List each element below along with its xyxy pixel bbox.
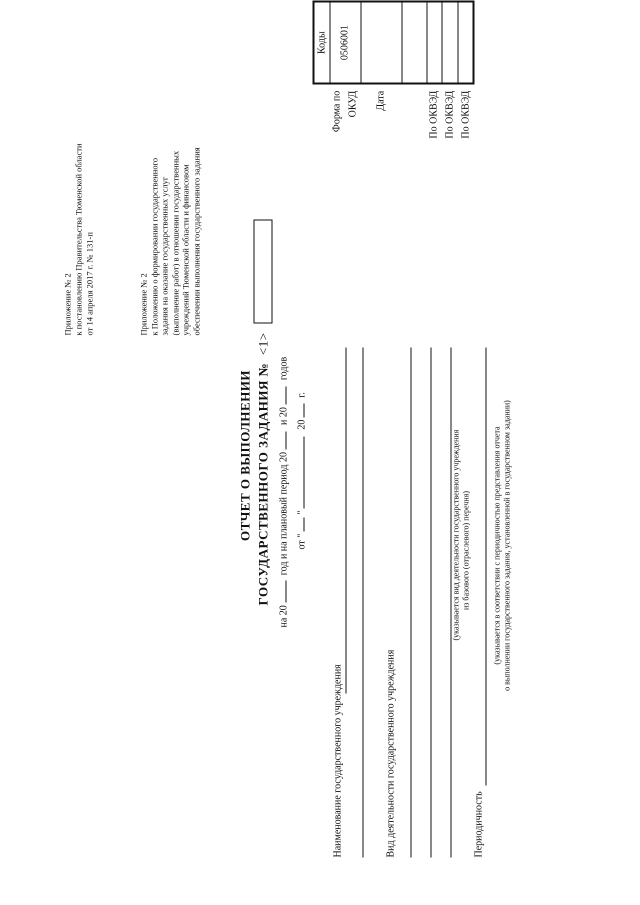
- periodicity-note-line-1: (указывается в соответствии с периодичностью представления отчета: [492, 425, 501, 665]
- appendix-number: Приложение № 2: [62, 272, 72, 335]
- periodicity-note: [492, 335, 512, 755]
- codes-label-okved-2: По ОКВЭД: [443, 90, 455, 139]
- codes-header: Коды: [313, 1, 329, 83]
- regulation-line-3: задания на оказание государственных услуг: [159, 176, 169, 335]
- activity-line-2[interactable]: [430, 347, 431, 857]
- institution-name-line-2[interactable]: [362, 347, 363, 857]
- activity-note-line-1: (указывается вид деятельности государственного учреждения: [451, 429, 460, 640]
- period-year-text: год и на плановый период 20: [278, 451, 289, 575]
- institution-name-line[interactable]: [345, 347, 346, 693]
- codes-label-date: Дата: [375, 90, 386, 111]
- appendix-regulation: [138, 147, 201, 335]
- appendix-decree-date: от 14 апреля 2017 г. № 131-п: [84, 231, 94, 335]
- report-title: [237, 335, 253, 575]
- report-title-line2: [255, 332, 271, 605]
- codes-value-date[interactable]: [360, 1, 401, 83]
- appendix-header: [62, 143, 95, 335]
- periodicity-label: Периодичность: [473, 790, 484, 857]
- date-g: г.: [296, 391, 307, 398]
- period-na: на 20: [278, 604, 289, 627]
- codes-value-okved-3[interactable]: [457, 1, 473, 83]
- codes-value-okved-2[interactable]: [442, 1, 458, 83]
- activity-note: [451, 429, 471, 640]
- activity-note-line-2: из базового (отраслевого) перечня): [461, 490, 470, 610]
- codes-label-form: Форма по: [331, 90, 343, 132]
- institution-name-label: Наименование государственного учреждения: [332, 663, 343, 857]
- appendix-decree: к постановлению Правительства Тюменской области: [73, 142, 83, 335]
- codes-table: [312, 0, 474, 177]
- regulation-line-5: учреждений Тюменской области и финансовом: [180, 164, 190, 335]
- date-quote: ": [296, 510, 307, 515]
- codes-value-empty[interactable]: [401, 1, 426, 83]
- periodicity-line[interactable]: [485, 347, 486, 785]
- task-number-box[interactable]: [253, 219, 272, 323]
- codes-value-okved-1[interactable]: [426, 1, 442, 83]
- period-years: годов: [278, 356, 289, 380]
- codes-label-empty: [401, 83, 426, 177]
- regulation-number: Приложение № 2: [138, 272, 148, 335]
- activity-type-label: Вид деятельности государственного учреждения: [385, 649, 396, 857]
- period-and: и 20: [278, 406, 289, 425]
- period-line: [278, 356, 290, 627]
- regulation-line-2: к Положению о формировании государственного: [148, 157, 159, 335]
- date-twenty: 20: [296, 419, 307, 430]
- codes-label-okved-3: По ОКВЭД: [459, 90, 471, 139]
- activity-line-1[interactable]: [410, 347, 411, 857]
- codes-label-okved-1: По ОКВЭД: [428, 90, 440, 139]
- title-line-1: ОТЧЕТ О ВЫПОЛНЕНИИ: [237, 369, 252, 541]
- title-note-ref: <1>: [255, 331, 270, 355]
- regulation-line-4: (выполнение работ) в отношении государственных: [169, 150, 180, 335]
- date-line: [296, 392, 308, 549]
- date-ot: от ": [296, 533, 307, 549]
- periodicity-note-line-2: о выполнении государственного задания, установленной в государственном задании): [502, 399, 511, 691]
- codes-label-okud: ОКУД: [346, 90, 358, 117]
- regulation-line-6: обеспечении выполнения государственного задания: [190, 146, 201, 335]
- title-line-2: ГОСУДАРСТВЕННОГО ЗАДАНИЯ №: [255, 362, 270, 605]
- codes-value-okud[interactable]: 0506001: [329, 1, 360, 83]
